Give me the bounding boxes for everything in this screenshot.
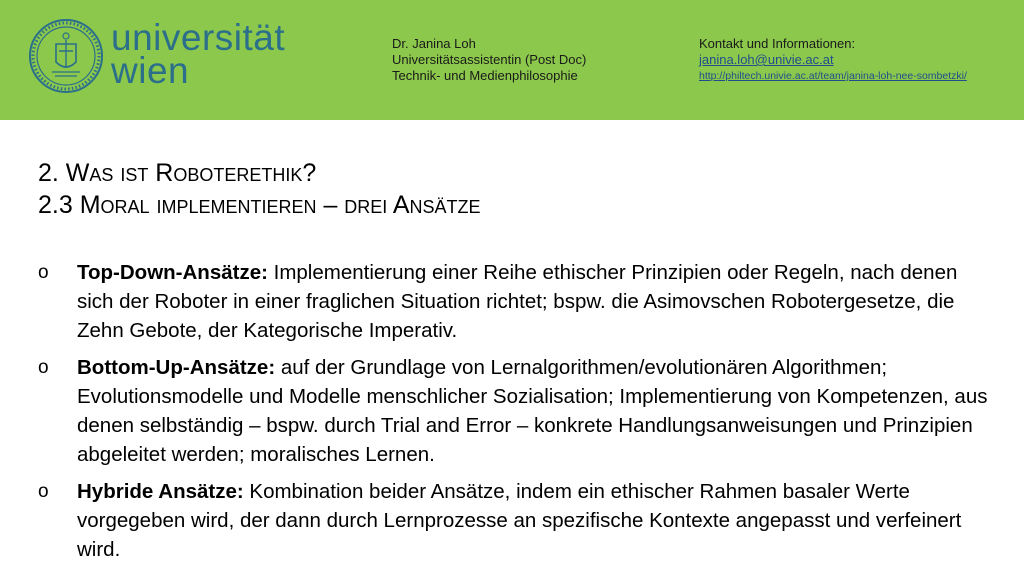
bullet-item-bottom-up bbox=[38, 353, 998, 469]
wordmark-line-2: wien bbox=[111, 50, 190, 91]
author-block bbox=[392, 36, 586, 84]
bullet-item-hybrid bbox=[38, 477, 998, 564]
wordmark-line-1: universität bbox=[111, 17, 286, 58]
bullet-term: Top-Down-Ansätze: bbox=[77, 261, 268, 284]
contact-url-link[interactable]: http://philtech.univie.ac.at/team/janina-loh-nee-sombetzki/ bbox=[699, 70, 967, 82]
author-department: Technik- und Medienphilosophie bbox=[392, 68, 578, 83]
author-name: Dr. Janina Loh bbox=[392, 36, 476, 51]
author-position: Universitätsassistentin (Post Doc) bbox=[392, 52, 587, 67]
contact-block bbox=[699, 36, 967, 84]
bullet-list bbox=[38, 258, 998, 572]
bullet-term: Hybride Ansätze: bbox=[77, 480, 244, 503]
bullet-marker: o bbox=[38, 262, 49, 283]
bullet-item-top-down bbox=[38, 258, 998, 345]
contact-heading: Kontakt und Informationen: bbox=[699, 36, 856, 51]
slide-title bbox=[38, 157, 481, 221]
bullet-text: auf der Grundlage von Lernalgorithmen/evolutionären Algorithmen; Evolutionsmodelle und Modelle menschlicher Sozialisation; Implementierung von Kompetenzen, aus denen selbständig – bspw. durch Trial and Error – konkrete Handlungsanweisungen und Prinzipien abgeleitet werden; moralisches Lernen. bbox=[77, 356, 988, 466]
university-wordmark bbox=[111, 17, 286, 91]
bullet-text: Kombination beider Ansätze, indem ein ethischer Rahmen basaler Werte vorgegeben wird, der dann durch Lernprozesse an spezifische Kontexte angepasst und verfeinert wird. bbox=[77, 480, 962, 561]
contact-email-link[interactable]: janina.loh@univie.ac.at bbox=[699, 52, 834, 67]
bullet-marker: o bbox=[38, 481, 49, 502]
bullet-marker: o bbox=[38, 357, 49, 378]
bullet-term: Bottom-Up-Ansätze: bbox=[77, 356, 276, 379]
bullet-text: Implementierung einer Reihe ethischer Prinzipien oder Regeln, nach denen sich der Roboter in einer fraglichen Situation richtet; bspw. die Asimovschen Robotergesetze, die Zehn Gebote, der Kategorische Imperativ. bbox=[77, 261, 958, 342]
header-banner bbox=[0, 0, 1024, 120]
slide-title-line-2: 2.3 Moral implementieren – drei Ansätze bbox=[38, 191, 481, 219]
slide-title-line-1: 2. Was ist Roboterethik? bbox=[38, 159, 317, 187]
university-seal-icon bbox=[28, 18, 104, 94]
